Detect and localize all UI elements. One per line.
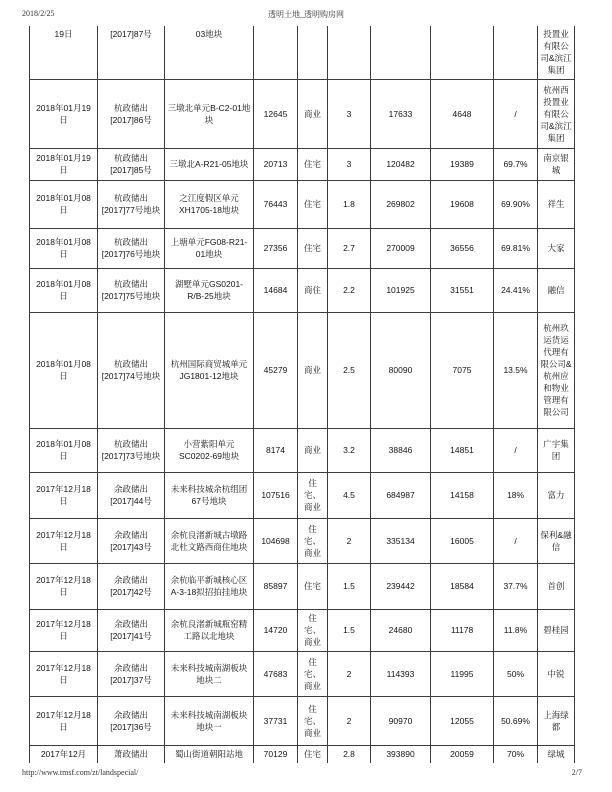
cell-total-price: 80090 [371,312,431,428]
cell-premium-rate: 24.41% [494,268,538,312]
table-row [30,148,575,180]
cell-date: 2018年01月19日 [30,148,98,180]
cell-use-type: 商业 [298,428,328,472]
cell-use-type: 商住 [298,268,328,312]
cell-premium-rate: 50.69% [494,696,538,745]
cell-plot-name: 杭州国际商贸城单元JG1801-12地块 [165,312,254,428]
cell-use-type: 住宅 [298,745,328,763]
cell-floor-price: 7075 [431,312,494,428]
cell-total-price: 239442 [371,563,431,609]
cell-total-price: 335134 [371,518,431,563]
cell-plot-ratio: 2.8 [328,745,371,763]
cell-date: 2017年12月18日 [30,609,98,651]
cell-plot-name: 湖墅单元GS0201-R/B-25地块 [165,268,254,312]
cell-date: 2017年12月18日 [30,696,98,745]
cell-doc-no: 余政储出[2017]42号 [98,563,165,609]
cell-land-area: 107516 [254,472,298,518]
table-row [30,228,575,268]
cell-date: 2018年01月08日 [30,312,98,428]
cell-buyer: 首创 [538,563,575,609]
table-row [30,745,575,763]
cell-total-price: 101925 [371,268,431,312]
cell-floor-price: 19389 [431,148,494,180]
table-row [30,428,575,472]
cell-land-area: 37731 [254,696,298,745]
cell-premium-rate: 70% [494,745,538,763]
cell-floor-price: 36556 [431,228,494,268]
cell-date: 2017年12月18日 [30,651,98,696]
table-row [30,26,575,79]
cell-plot-name: 余杭临平新城核心区A-3-18拟招拍挂地块 [165,563,254,609]
land-transactions-table [29,26,575,763]
table-row [30,563,575,609]
cell-plot-ratio: 2 [328,651,371,696]
cell-floor-price: 11178 [431,609,494,651]
cell-buyer: 南京银城 [538,148,575,180]
cell-land-area: 12645 [254,79,298,148]
cell-plot-ratio: 4.5 [328,472,371,518]
cell-date: 2017年12月18日 [30,563,98,609]
cell-total-price [371,26,431,79]
cell-doc-no: 余政储出[2017]37号 [98,651,165,696]
cell-plot-name: 三墩北A-R21-05地块 [165,148,254,180]
cell-plot-name: 上塘单元FG08-R21-01地块 [165,228,254,268]
cell-buyer: 广宇集团 [538,428,575,472]
cell-plot-name: 之江度假区单元XH1705-18地块 [165,180,254,228]
cell-use-type: 住宅、商业 [298,609,328,651]
cell-date: 2018年01月08日 [30,428,98,472]
cell-premium-rate: 18% [494,472,538,518]
cell-doc-no: 杭政储出[2017]77号地块 [98,180,165,228]
table-row [30,268,575,312]
cell-total-price: 38846 [371,428,431,472]
cell-land-area: 8174 [254,428,298,472]
cell-buyer: 大家 [538,228,575,268]
cell-use-type: 住宅 [298,148,328,180]
print-header-title: 透明土地_透明购房网 [268,10,344,19]
cell-plot-ratio: 1.8 [328,180,371,228]
cell-floor-price: 11995 [431,651,494,696]
cell-buyer: 富力 [538,472,575,518]
cell-doc-no: 余政储出[2017]44号 [98,472,165,518]
cell-floor-price [431,26,494,79]
cell-land-area: 70129 [254,745,298,763]
cell-use-type: 住宅 [298,228,328,268]
cell-premium-rate: 11.8% [494,609,538,651]
print-footer-pagenum: 2/7 [571,768,582,777]
cell-premium-rate: / [494,518,538,563]
cell-use-type: 住宅、商业 [298,518,328,563]
cell-plot-ratio: 2 [328,518,371,563]
cell-total-price: 393890 [371,745,431,763]
cell-plot-ratio [328,26,371,79]
print-footer [22,768,582,780]
cell-total-price: 24680 [371,609,431,651]
cell-plot-ratio: 2 [328,696,371,745]
cell-buyer: 杭州西投置业有限公司&滨江集团 [538,79,575,148]
table-row [30,696,575,745]
table-row [30,518,575,563]
cell-plot-name: 未来科技城南湖板块地块一 [165,696,254,745]
cell-land-area: 47683 [254,651,298,696]
cell-doc-no: 余政储出[2017]36号 [98,696,165,745]
cell-land-area: 76443 [254,180,298,228]
cell-total-price: 90970 [371,696,431,745]
cell-date: 2017年12月18日 [30,518,98,563]
cell-plot-ratio: 1.5 [328,563,371,609]
print-footer-url: http://www.tmsf.com/zt/landspecial/ [22,768,139,777]
cell-plot-name: 蜀山街道朝阳站地 [165,745,254,763]
cell-use-type: 商业 [298,312,328,428]
cell-date: 2017年12月 [30,745,98,763]
cell-date: 2018年01月08日 [30,180,98,228]
cell-premium-rate: 69.81% [494,228,538,268]
cell-buyer: 投置业有限公司&滨江集团 [538,26,575,79]
cell-floor-price: 14158 [431,472,494,518]
cell-land-area: 45279 [254,312,298,428]
cell-floor-price: 14851 [431,428,494,472]
cell-total-price: 114393 [371,651,431,696]
cell-total-price: 17633 [371,79,431,148]
cell-doc-no: 杭政储出[2017]85号 [98,148,165,180]
cell-total-price: 684987 [371,472,431,518]
cell-premium-rate: / [494,428,538,472]
cell-buyer: 祥生 [538,180,575,228]
cell-premium-rate: / [494,79,538,148]
cell-doc-no: 杭政储出[2017]75号地块 [98,268,165,312]
cell-plot-ratio: 2.7 [328,228,371,268]
cell-date: 19日 [30,26,98,79]
land-table-container [29,26,575,763]
cell-plot-name: 余杭良渚新城瓶窑精工路以北地块 [165,609,254,651]
cell-doc-no: 杭政储出[2017]74号地块 [98,312,165,428]
cell-plot-name: 未来科技城余杭组团67号地块 [165,472,254,518]
cell-total-price: 270009 [371,228,431,268]
cell-floor-price: 4648 [431,79,494,148]
cell-plot-ratio: 2.2 [328,268,371,312]
cell-floor-price: 18584 [431,563,494,609]
cell-premium-rate: 50% [494,651,538,696]
cell-use-type: 住宅 [298,180,328,228]
cell-land-area: 14720 [254,609,298,651]
cell-use-type: 住宅、商业 [298,472,328,518]
cell-plot-name: 未来科技城南湖板块地块二 [165,651,254,696]
cell-total-price: 120482 [371,148,431,180]
cell-land-area: 104698 [254,518,298,563]
cell-premium-rate [494,26,538,79]
cell-total-price: 269802 [371,180,431,228]
cell-buyer: 融信 [538,268,575,312]
cell-doc-no: [2017]87号 [98,26,165,79]
cell-buyer: 绿城 [538,745,575,763]
cell-floor-price: 20059 [431,745,494,763]
cell-doc-no: 萧政储出 [98,745,165,763]
cell-premium-rate: 69.7% [494,148,538,180]
table-row [30,472,575,518]
cell-plot-name: 余杭良渚新城古墩路北杜文路西商住地块 [165,518,254,563]
cell-premium-rate: 69.90% [494,180,538,228]
cell-land-area: 14684 [254,268,298,312]
cell-use-type: 住宅、商业 [298,651,328,696]
cell-doc-no: 杭政储出[2017]76号地块 [98,228,165,268]
table-row [30,79,575,148]
cell-floor-price: 12055 [431,696,494,745]
cell-plot-ratio: 3 [328,148,371,180]
cell-buyer: 碧桂园 [538,609,575,651]
cell-floor-price: 16005 [431,518,494,563]
cell-plot-ratio: 1.5 [328,609,371,651]
cell-floor-price: 31551 [431,268,494,312]
cell-doc-no: 余政储出[2017]43号 [98,518,165,563]
cell-doc-no: 杭政储出[2017]86号 [98,79,165,148]
cell-land-area: 85897 [254,563,298,609]
cell-use-type: 住宅 [298,563,328,609]
table-row [30,651,575,696]
cell-plot-ratio: 3.2 [328,428,371,472]
cell-use-type [298,26,328,79]
cell-buyer: 保利&融信 [538,518,575,563]
cell-date: 2018年01月08日 [30,228,98,268]
cell-use-type: 住宅、商业 [298,696,328,745]
cell-land-area: 27356 [254,228,298,268]
cell-doc-no: 余政储出[2017]41号 [98,609,165,651]
cell-use-type: 商业 [298,79,328,148]
cell-plot-name: 小营紫阳单元SC0202-69地块 [165,428,254,472]
cell-premium-rate: 13.5% [494,312,538,428]
cell-date: 2018年01月08日 [30,268,98,312]
table-row [30,312,575,428]
cell-buyer: 杭州玖运货运代理有限公司&杭州应和物业管理有限公司 [538,312,575,428]
table-row [30,180,575,228]
cell-buyer: 中锐 [538,651,575,696]
cell-plot-name: 03地块 [165,26,254,79]
cell-land-area: 20713 [254,148,298,180]
print-header [22,9,590,21]
cell-land-area [254,26,298,79]
table-row [30,609,575,651]
print-header-date: 2018/2/25 [22,9,55,18]
cell-date: 2018年01月19日 [30,79,98,148]
cell-floor-price: 19608 [431,180,494,228]
cell-doc-no: 杭政储出[2017]73号地块 [98,428,165,472]
cell-plot-name: 三墩北单元B-C2-01地块 [165,79,254,148]
cell-buyer: 上海绿都 [538,696,575,745]
cell-plot-ratio: 3 [328,79,371,148]
cell-date: 2017年12月18日 [30,472,98,518]
cell-premium-rate: 37.7% [494,563,538,609]
cell-plot-ratio: 2.5 [328,312,371,428]
